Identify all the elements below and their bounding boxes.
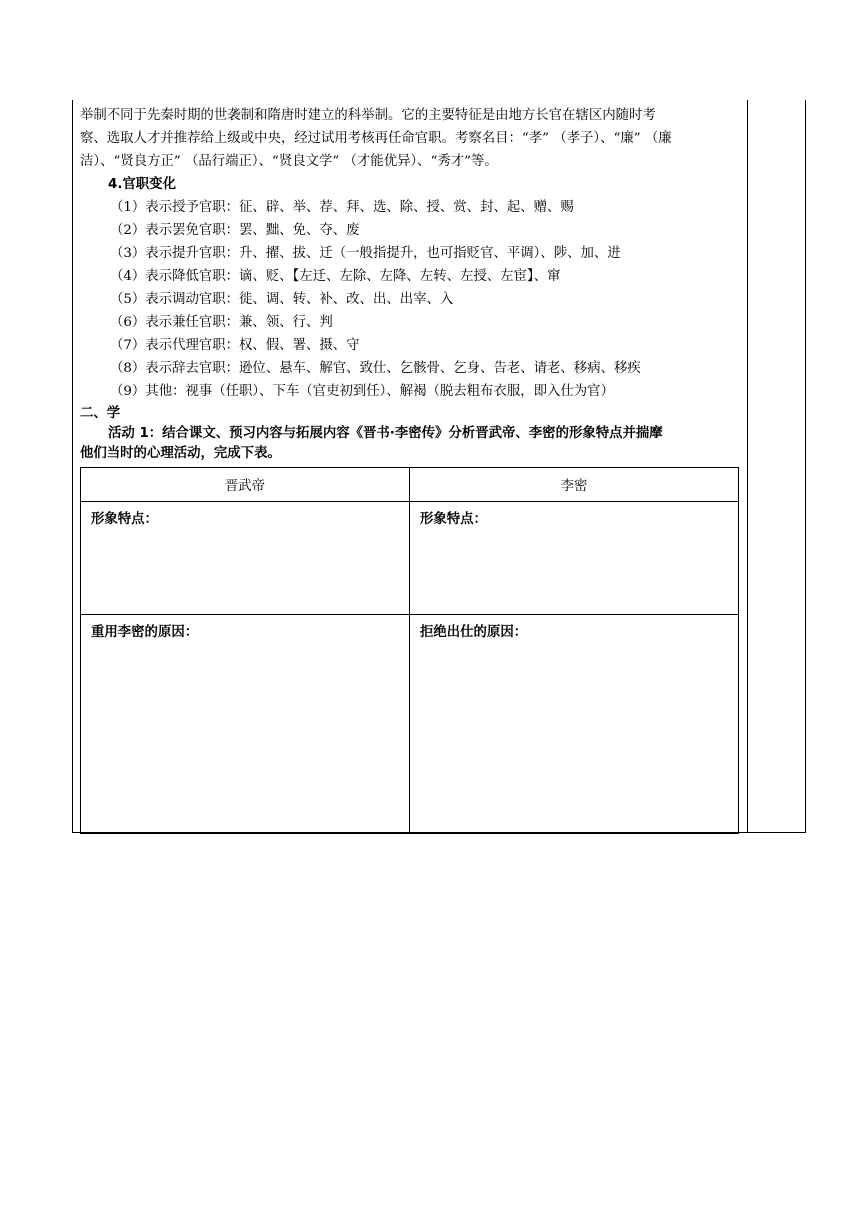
table-row <box>81 615 739 834</box>
table-header-row <box>81 468 739 502</box>
document-body <box>80 104 742 463</box>
section-4-title: 4.官职变化 <box>108 177 176 192</box>
table-row <box>81 502 739 615</box>
intro-line-1: 举制不同于先秦时期的世袭制和隋唐时建立的科举制。它的主要特征是由地方长官在辖区内随时考 <box>80 108 656 123</box>
right-column-divider <box>747 100 748 833</box>
list-item: （1）表示授予官职：征、辟、举、荐、拜、选、除、授、赏、封、起、赠、赐 <box>110 200 574 215</box>
list-item: （3）表示提升官职：升、擢、拔、迁（一般指提升，也可指贬官、平调）、陟、加、进 <box>110 246 621 261</box>
intro-line-2: 察、选取人才并推荐给上级或中央，经过试用考核再任命官职。考察名目：“孝” （孝子）、“廉” （廉 <box>80 131 672 146</box>
analysis-table <box>80 467 739 834</box>
li-mi-traits-cell[interactable]: 形象特点： <box>410 502 739 615</box>
list-item: （7）表示代理官职：权、假、署、摄、守 <box>110 338 360 353</box>
header-li-mi: 李密 <box>410 468 739 502</box>
header-jin-wudi: 晋武帝 <box>81 468 410 502</box>
activity-line-1: 活动 1：结合课文、预习内容与拓展内容《晋书·李密传》分析晋武帝、李密的形象特点并揣摩 <box>108 426 663 441</box>
jin-wudi-traits-cell[interactable]: 形象特点： <box>81 502 410 615</box>
intro-line-3: 洁）、“贤良方正” （品行端正）、“贤良文学” （才能优异）、“秀才”等。 <box>80 154 498 169</box>
list-item: （2）表示罢免官职：罢、黜、免、夺、废 <box>110 223 360 238</box>
list-item: （4）表示降低官职：谪、贬、【左迁、左除、左降、左转、左授、左宦】、窜 <box>110 269 561 284</box>
list-item: （9）其他：视事（任职）、下车（官吏初到任）、解褐（脱去粗布衣服，即入仕为官） <box>110 384 614 399</box>
activity-line-2: 他们当时的心理活动，完成下表。 <box>80 446 281 461</box>
section-2-title: 二、学 <box>80 406 121 421</box>
list-item: （6）表示兼任官职：兼、领、行、判 <box>110 315 333 330</box>
list-item: （8）表示辞去官职：逊位、悬车、解官、致仕、乞骸骨、乞身、告老、请老、移病、移疾 <box>110 361 641 376</box>
refusal-reason-cell[interactable]: 拒绝出仕的原因： <box>410 615 739 834</box>
list-item: （5）表示调动官职：徙、调、转、补、改、出、出宰、入 <box>110 292 454 307</box>
reuse-reason-cell[interactable]: 重用李密的原因： <box>81 615 410 834</box>
